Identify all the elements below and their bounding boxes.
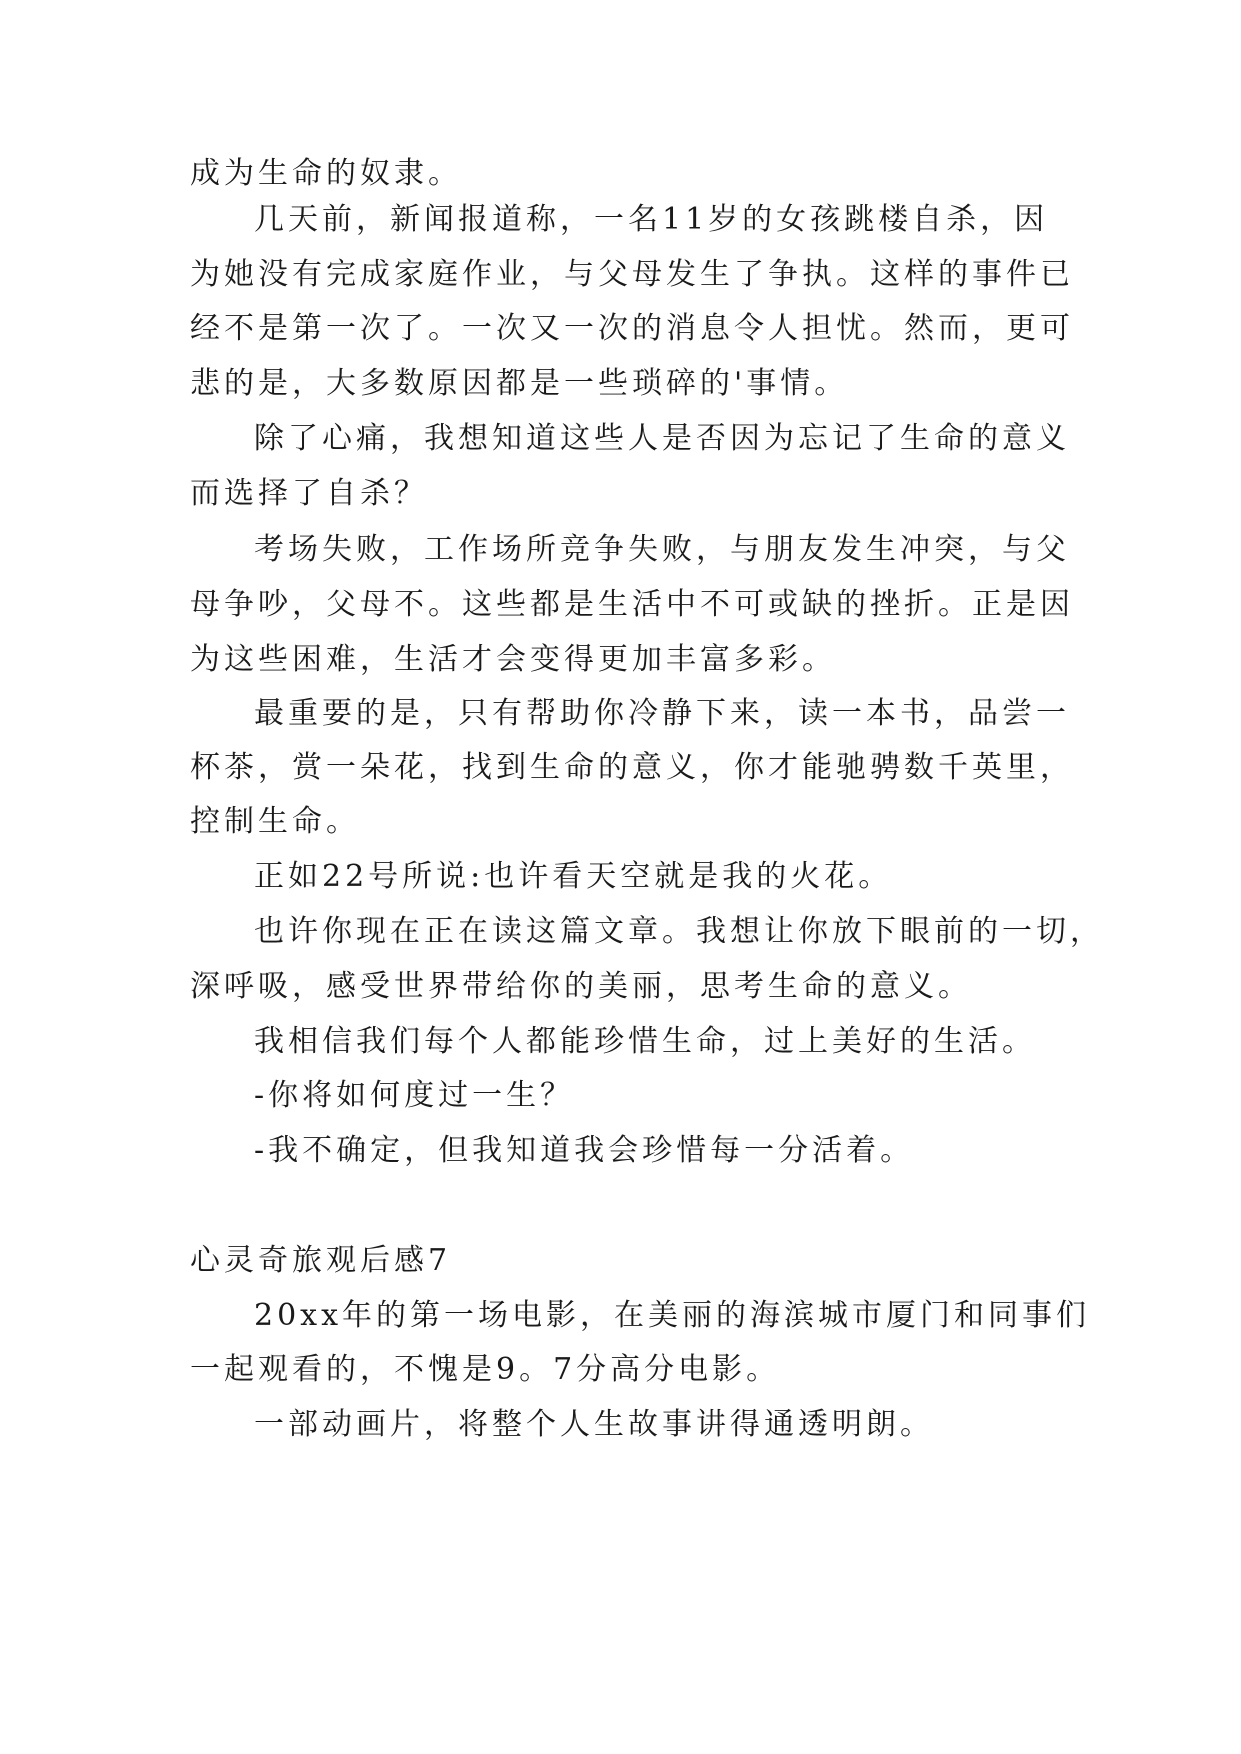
dialogue-line: -你将如何度过一生？ <box>254 1078 575 1113</box>
text-line: 而选择了自杀？ <box>190 476 428 511</box>
paragraph-start: 除了心痛，我想知道这些人是否因为忘记了生命的意义 <box>254 421 1070 456</box>
text-line: 一起观看的，不愧是9。7分高分电影。 <box>190 1352 781 1387</box>
paragraph-start: 也许你现在正在读这篇文章。我想让你放下眼前的一切， <box>254 914 1104 949</box>
text-line: 悲的是，大多数原因都是一些琐碎的'事情。 <box>190 366 849 401</box>
text-line: 杯茶，赏一朵花，找到生命的意义，你才能驰骋数千英里， <box>190 750 1074 785</box>
text-line: 经不是第一次了。一次又一次的消息令人担忧。然而，更可 <box>190 311 1074 346</box>
text-line: 为她没有完成家庭作业，与父母发生了争执。这样的事件已 <box>190 257 1074 292</box>
text-line: 为这些困难，生活才会变得更加丰富多彩。 <box>190 642 836 677</box>
dialogue-line: -我不确定，但我知道我会珍惜每一分活着。 <box>254 1133 915 1168</box>
paragraph-start: 一部动画片，将整个人生故事讲得通透明朗。 <box>254 1407 934 1442</box>
paragraph-start: 20xx年的第一场电影，在美丽的海滨城市厦门和同事们 <box>254 1298 1091 1333</box>
paragraph-start: 几天前，新闻报道称，一名11岁的女孩跳楼自杀，因 <box>254 202 1049 237</box>
paragraph-start: 考场失败，工作场所竞争失败，与朋友发生冲突，与父 <box>254 532 1070 567</box>
paragraph-start: 正如22号所说:也许看天空就是我的火花。 <box>254 859 893 894</box>
paragraph-start: 我相信我们每个人都能珍惜生命，过上美好的生活。 <box>254 1024 1036 1059</box>
text-line: 深呼吸，感受世界带给你的美丽，思考生命的意义。 <box>190 969 972 1004</box>
paragraph-start: 最重要的是，只有帮助你冷静下来，读一本书，品尝一 <box>254 696 1070 731</box>
text-line: 控制生命。 <box>190 804 360 839</box>
section-title: 心灵奇旅观后感7 <box>190 1243 452 1278</box>
text-line: 母争吵，父母不。这些都是生活中不可或缺的挫折。正是因 <box>190 587 1074 622</box>
text-line: 成为生命的奴隶。 <box>190 156 462 191</box>
